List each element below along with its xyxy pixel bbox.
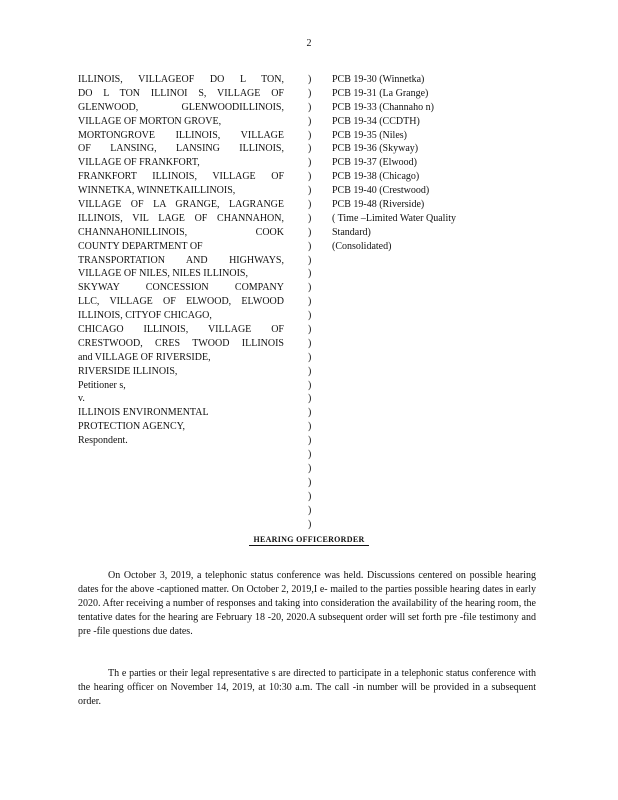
- paren: ): [308, 435, 312, 447]
- party-line: DO L TON ILLINOI S, VILLAGE OF: [78, 87, 284, 99]
- page-number: 2: [306, 38, 312, 49]
- paren: ): [308, 337, 312, 349]
- paren: ): [308, 143, 312, 155]
- paren: ): [308, 518, 312, 530]
- case-type: ( Time –Limited Water Quality: [332, 212, 456, 224]
- paren: ): [308, 490, 312, 502]
- party-line: CRESTWOOD, CRES TWOOD ILLINOIS: [78, 337, 284, 349]
- party-line: LLC, VILLAGE OF ELWOOD, ELWOOD: [78, 296, 284, 308]
- case-number: PCB 19-33 (Channaho n): [332, 101, 434, 113]
- party-line: TRANSPORTATION AND HIGHWAYS,: [78, 254, 284, 266]
- paren: ): [308, 365, 312, 377]
- party-line: VILLAGE OF NILES, NILES ILLINOIS,: [78, 268, 248, 280]
- paren: ): [308, 421, 312, 433]
- party-line: CHANNAHONILLINOIS, COOK: [78, 226, 284, 238]
- case-number: PCB 19-48 (Riverside): [332, 199, 425, 211]
- petitioners-label: Petitioner s,: [78, 379, 126, 391]
- party-line: ILLINOIS, VIL LAGE OF CHANNAHON,: [78, 212, 284, 224]
- case-type: Standard): [332, 226, 371, 238]
- paren: ): [308, 449, 312, 461]
- order-title: [0, 535, 618, 544]
- order-paragraph: On October 3, 2019, a telephonic status conference was held. Discussions centered on possible hearing dates for the above -captioned matter. On October 2, 2019,I e- mailed to the parties possible hearing dates in early 2020. After receiving a number of responses and taking into consideration the availability of the hearing room, the tentative dates for the hearing are February 18 -20, 2020.A subsequent order will set forth pre -file testimony and pre -file questions due dates.: [78, 570, 536, 637]
- paren: ): [308, 268, 312, 280]
- party-line: GLENWOOD, GLENWOODILLINOIS,: [78, 101, 284, 113]
- paren: ): [308, 129, 312, 141]
- paren: ): [308, 379, 312, 391]
- paren: ): [308, 282, 312, 294]
- consolidated-label: (Consolidated): [332, 240, 392, 252]
- case-caption-parties: [78, 73, 284, 448]
- case-number: PCB 19-36 (Skyway): [332, 143, 419, 155]
- paren: ): [308, 226, 312, 238]
- paren: ): [308, 462, 312, 474]
- paren: ): [308, 157, 312, 169]
- party-line: COUNTY DEPARTMENT OF: [78, 240, 203, 252]
- paren: ): [308, 87, 312, 99]
- party-line: VILLAGE OF MORTON GROVE,: [78, 115, 222, 127]
- paren: ): [308, 324, 312, 336]
- party-line: OF LANSING, LANSING ILLINOIS,: [78, 143, 284, 155]
- paren: ): [308, 240, 312, 252]
- paren: ): [308, 407, 312, 419]
- case-number: PCB 19-34 (CCDTH): [332, 115, 420, 127]
- party-line: MORTONGROVE ILLINOIS, VILLAGE: [78, 129, 284, 141]
- paren: ): [308, 185, 312, 197]
- party-line: SKYWAY CONCESSION COMPANY: [78, 282, 284, 294]
- paren: ): [308, 476, 312, 488]
- paren: ): [308, 393, 312, 405]
- party-line: VILLAGE OF LA GRANGE, LAGRANGE: [78, 199, 284, 211]
- versus-label: v.: [78, 393, 85, 405]
- caption-paren-column: [308, 73, 316, 531]
- party-line: VILLAGE OF FRANKFORT,: [78, 157, 200, 169]
- case-number: PCB 19-40 (Crestwood): [332, 185, 430, 197]
- case-numbers: [332, 73, 512, 254]
- paren: ): [308, 504, 312, 516]
- case-number: PCB 19-37 (Elwood): [332, 157, 417, 169]
- party-line: ILLINOIS, CITYOF CHICAGO,: [78, 310, 212, 322]
- paren: ): [308, 115, 312, 127]
- respondent-party-line: ILLINOIS ENVIRONMENTAL: [78, 407, 209, 419]
- order-paragraph: Th e parties or their legal representative s are directed to participate in a telephonic status conference with the hearing officer on November 14, 2019, at 10:30 a.m. The call -in number will be provided in a subsequent order.: [78, 668, 536, 707]
- paren: ): [308, 212, 312, 224]
- case-number: PCB 19-35 (Niles): [332, 129, 407, 141]
- party-line: and VILLAGE OF RIVERSIDE,: [78, 351, 211, 363]
- respondent-label: Respondent.: [78, 435, 128, 447]
- case-number: PCB 19-31 (La Grange): [332, 87, 429, 99]
- party-line: ILLINOIS, VILLAGEOF DO L TON,: [78, 74, 284, 85]
- respondent-party-line: PROTECTION AGENCY,: [78, 421, 186, 433]
- paren: ): [308, 310, 312, 322]
- paren: ): [308, 171, 312, 183]
- party-line: RIVERSIDE ILLINOIS,: [78, 365, 178, 377]
- paren: ): [308, 351, 312, 363]
- party-line: WINNETKA, WINNETKAILLINOIS,: [78, 185, 236, 197]
- paren: ): [308, 101, 312, 113]
- order-title-text: HEARING OFFICERORDER: [249, 535, 368, 546]
- paren: ): [308, 254, 312, 266]
- paren: ): [308, 199, 312, 211]
- party-line: FRANKFORT ILLINOIS, VILLAGE OF: [78, 171, 284, 183]
- paren: ): [308, 296, 312, 308]
- paren: ): [308, 74, 312, 85]
- case-number: PCB 19-38 (Chicago): [332, 171, 420, 183]
- case-number: PCB 19-30 (Winnetka): [332, 74, 425, 85]
- party-line: CHICAGO ILLINOIS, VILLAGE OF: [78, 324, 284, 336]
